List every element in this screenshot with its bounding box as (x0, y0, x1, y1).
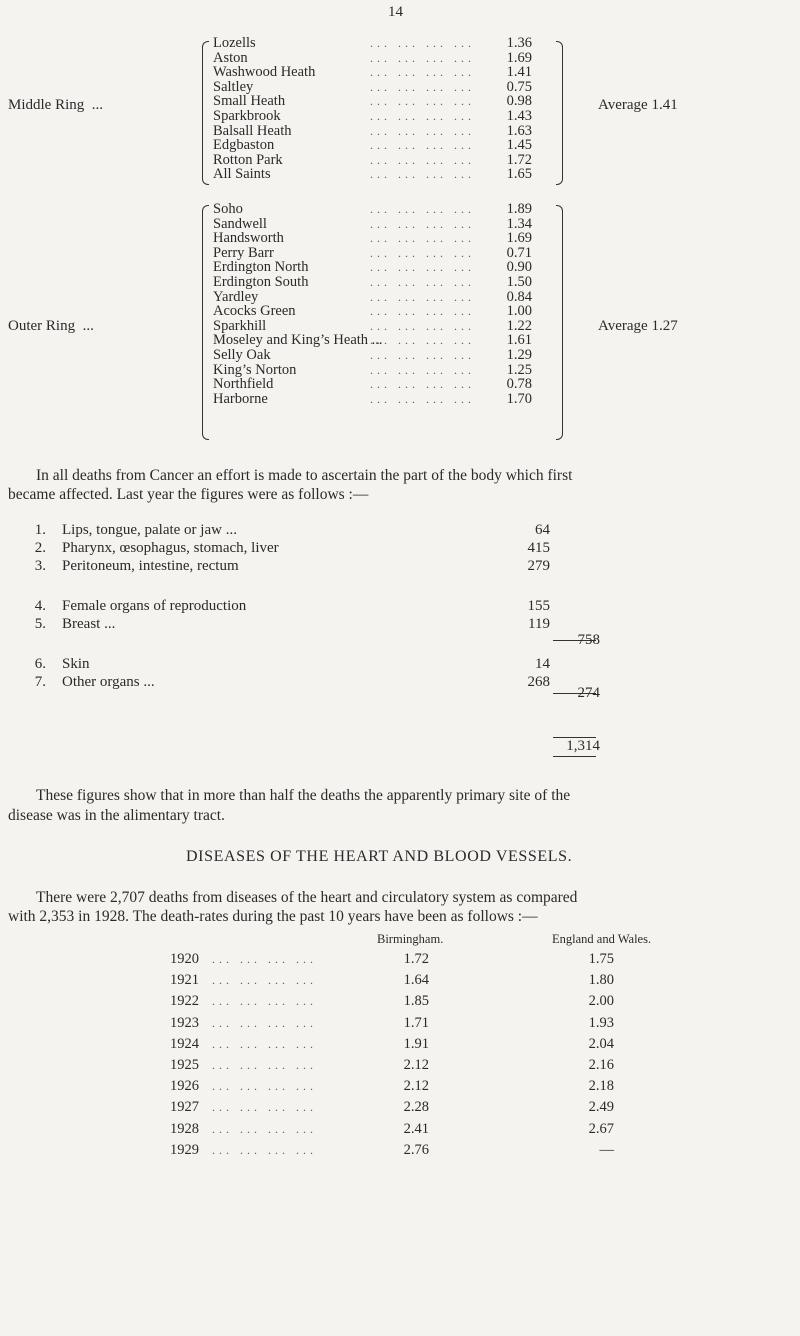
england-wales-rate: 2.16 (588, 1057, 614, 1073)
year-label: 1922 (170, 993, 199, 1010)
leader-dots: ... ... ... ... (212, 1100, 317, 1115)
ward-rate: 0.90 (506, 259, 532, 276)
ward-rate: 0.84 (506, 288, 532, 305)
year-label: 1925 (170, 1057, 199, 1073)
leader-dots: ... ... ... ... (370, 94, 475, 109)
ward-rate: 1.45 (506, 137, 532, 154)
leader-dots: ... ... ... ... (370, 216, 475, 231)
england-wales-rate: 2.67 (588, 1120, 614, 1137)
birmingham-rate: 2.76 (403, 1141, 429, 1158)
ward-name: Washwood Heath (213, 64, 316, 81)
leader-dots: ... ... ... ... (212, 1015, 317, 1030)
leader-dots: ... ... ... ... (212, 952, 317, 966)
leader-dots: ... ... ... ... (212, 1058, 317, 1072)
ward-name: Moseley and King’s Heath ... (213, 332, 383, 349)
leader-dots: ... ... ... ... (370, 123, 475, 138)
leader-dots: ... ... ... ... (370, 65, 475, 80)
leader-dots: ... ... ... ... (370, 202, 475, 216)
leader-dots: ... ... ... ... (212, 1036, 317, 1051)
ward-name: Rotton Park (213, 151, 283, 168)
birmingham-rate: 2.12 (403, 1057, 429, 1073)
column-header-england-wales: England and Wales. (552, 932, 652, 946)
cancer-conclusion-line-1: These figures show that in more than half the deaths the apparently primary site of the (36, 787, 571, 804)
item-label: Lips, tongue, palate or jaw ... (62, 522, 237, 538)
item-number: 6. (34, 656, 46, 672)
middle-ring-average: Average 1.41 (598, 97, 678, 113)
ward-name: Harborne (213, 390, 268, 407)
ward-name: All Saints (213, 166, 271, 183)
item-number: 7. (34, 674, 46, 690)
year-label: 1927 (170, 1099, 199, 1116)
ward-name: Handsworth (213, 230, 284, 247)
page-number: 14 (388, 4, 403, 20)
ward-rate: 0.75 (506, 78, 532, 95)
item-label: Other organs ... (62, 674, 155, 690)
leader-dots: ... ... ... ... (370, 391, 475, 406)
england-wales-rate: 2.04 (588, 1035, 614, 1052)
cancer-subtotal-2: 274 (577, 685, 600, 701)
ward-rate: 1.65 (506, 166, 532, 183)
item-number: 3. (34, 558, 46, 574)
middle-ring-label: Middle Ring ... (8, 97, 104, 113)
leader-dots: ... ... ... ... (370, 377, 475, 392)
ward-rate: 1.50 (506, 274, 532, 290)
ward-rate: 1.69 (506, 230, 532, 247)
cancer-intro-line-1: In all deaths from Cancer an effort is made to ascertain the part of the body which first (36, 467, 573, 484)
item-label: Skin (62, 656, 90, 672)
england-wales-rate: 2.18 (588, 1078, 614, 1095)
middle-ring-right-brace (556, 41, 563, 185)
item-number: 5. (34, 616, 46, 632)
item-number: 2. (34, 540, 46, 556)
leader-dots: ... ... ... ... (370, 109, 475, 123)
ward-rate: 1.69 (506, 49, 532, 66)
birmingham-rate: 2.28 (403, 1099, 429, 1116)
item-value: 268 (527, 674, 550, 690)
ward-name: Northfield (213, 376, 274, 393)
year-label: 1926 (170, 1078, 199, 1095)
year-label: 1923 (170, 1014, 199, 1031)
ward-name: Acocks Green (213, 303, 296, 320)
item-value: 415 (527, 540, 550, 556)
leader-dots: ... ... ... ... (370, 289, 475, 304)
leader-dots: ... ... ... ... (212, 1121, 317, 1136)
cancer-total: 1,314 (566, 738, 600, 754)
section-heading: DISEASES OF THE HEART AND BLOOD VESSELS. (186, 848, 573, 865)
item-number: 4. (34, 598, 46, 614)
leader-dots: ... ... ... ... (370, 348, 475, 362)
birmingham-rate: 1.85 (403, 993, 429, 1010)
ward-name: Sparkhill (213, 317, 267, 334)
birmingham-rate: 1.91 (403, 1035, 429, 1052)
ward-rate: 1.61 (506, 332, 532, 349)
ward-rate: 1.72 (506, 151, 532, 168)
leader-dots: ... ... ... ... (212, 1142, 317, 1157)
ward-name: Sparkbrook (213, 108, 281, 124)
birmingham-rate: 1.64 (403, 972, 429, 989)
leader-dots: ... ... ... ... (370, 260, 475, 275)
leader-dots: ... ... ... ... (212, 973, 317, 988)
cancer-intro-line-2: became affected. Last year the figures were as follows :— (8, 486, 369, 503)
item-label: Female organs of reproduction (62, 598, 247, 614)
item-value: 14 (535, 656, 550, 672)
ward-rate: 1.29 (506, 347, 532, 363)
leader-dots: ... ... ... ... (370, 167, 475, 182)
ward-name: Yardley (213, 288, 259, 305)
birmingham-rate: 1.71 (403, 1014, 429, 1031)
ward-rate: 1.25 (506, 361, 532, 378)
cancer-subtotal-1: 758 (577, 632, 600, 648)
ward-name: King’s Norton (213, 361, 297, 378)
england-wales-rate: 1.75 (588, 951, 614, 967)
england-wales-rate: — (599, 1141, 614, 1158)
ward-rate: 1.34 (506, 215, 532, 232)
leader-dots: ... ... ... ... (370, 333, 475, 348)
item-label: Breast ... (62, 616, 116, 632)
heart-intro-line-1: There were 2,707 deaths from diseases of the heart and circulatory system as compared (36, 889, 578, 906)
leader-dots: ... ... ... ... (370, 362, 475, 377)
ward-rate: 0.78 (506, 376, 532, 393)
leader-dots: ... ... ... ... (370, 152, 475, 167)
england-wales-rate: 1.93 (588, 1014, 614, 1031)
leader-dots: ... ... ... ... (370, 318, 475, 333)
year-label: 1929 (170, 1141, 199, 1158)
cancer-conclusion-line-2: disease was in the alimentary tract. (8, 807, 225, 824)
item-value: 279 (527, 558, 550, 574)
ward-rate: 1.43 (506, 108, 532, 124)
middle-ring-left-brace (202, 41, 209, 185)
item-value: 119 (528, 616, 550, 632)
item-label: Pharynx, œsophagus, stomach, liver (62, 540, 279, 556)
leader-dots: ... ... ... ... (370, 275, 475, 289)
total-rule-bottom (553, 756, 596, 757)
ward-rate: 1.41 (506, 64, 532, 81)
ward-name: Soho (213, 201, 243, 217)
ward-name: Saltley (213, 78, 254, 95)
ward-rate: 0.71 (506, 244, 532, 261)
ward-name: Selly Oak (213, 347, 271, 363)
birmingham-rate: 2.41 (403, 1120, 429, 1137)
leader-dots: ... ... ... ... (370, 231, 475, 246)
outer-ring-right-brace (556, 205, 563, 440)
leader-dots: ... ... ... ... (370, 245, 475, 260)
ward-name: Erdington North (213, 259, 309, 276)
outer-ring-left-brace (202, 205, 209, 440)
ward-name: Sandwell (213, 215, 267, 232)
leader-dots: ... ... ... ... (370, 36, 475, 50)
ward-rate: 1.70 (506, 390, 532, 407)
ward-name: Edgbaston (213, 137, 275, 154)
year-label: 1924 (170, 1035, 199, 1052)
ward-name: Aston (213, 49, 248, 66)
outer-ring-label: Outer Ring ... (8, 318, 94, 334)
leader-dots: ... ... ... ... (370, 50, 475, 65)
column-header-birmingham: Birmingham. (377, 932, 444, 946)
ward-name: Erdington South (213, 274, 309, 290)
birmingham-rate: 2.12 (403, 1078, 429, 1095)
ward-rate: 1.89 (506, 201, 532, 217)
item-number: 1. (34, 522, 46, 538)
ward-rate: 1.36 (506, 35, 532, 51)
ward-name: Perry Barr (213, 244, 274, 261)
heart-intro-line-2: with 2,353 in 1928. The death-rates during the past 10 years have been as follows :— (8, 908, 538, 925)
ward-rate: 1.00 (506, 303, 532, 320)
year-label: 1921 (170, 972, 199, 989)
leader-dots: ... ... ... ... (370, 304, 475, 319)
year-label: 1920 (170, 951, 199, 967)
leader-dots: ... ... ... ... (370, 138, 475, 153)
ward-rate: 1.63 (506, 122, 532, 139)
leader-dots: ... ... ... ... (212, 994, 317, 1009)
leader-dots: ... ... ... ... (370, 79, 475, 94)
england-wales-rate: 2.49 (588, 1099, 614, 1116)
ward-name: Small Heath (213, 93, 286, 110)
ward-rate: 1.22 (506, 317, 532, 334)
outer-ring-average: Average 1.27 (598, 318, 678, 334)
ward-rate: 0.98 (506, 93, 532, 110)
birmingham-rate: 1.72 (403, 951, 429, 967)
year-label: 1928 (170, 1120, 199, 1137)
england-wales-rate: 1.80 (588, 972, 614, 989)
leader-dots: ... ... ... ... (212, 1079, 317, 1094)
item-value: 155 (527, 598, 550, 614)
england-wales-rate: 2.00 (588, 993, 614, 1010)
ward-name: Lozells (213, 35, 256, 51)
item-value: 64 (535, 522, 550, 538)
ward-name: Balsall Heath (213, 122, 292, 139)
item-label: Peritoneum, intestine, rectum (62, 558, 239, 574)
